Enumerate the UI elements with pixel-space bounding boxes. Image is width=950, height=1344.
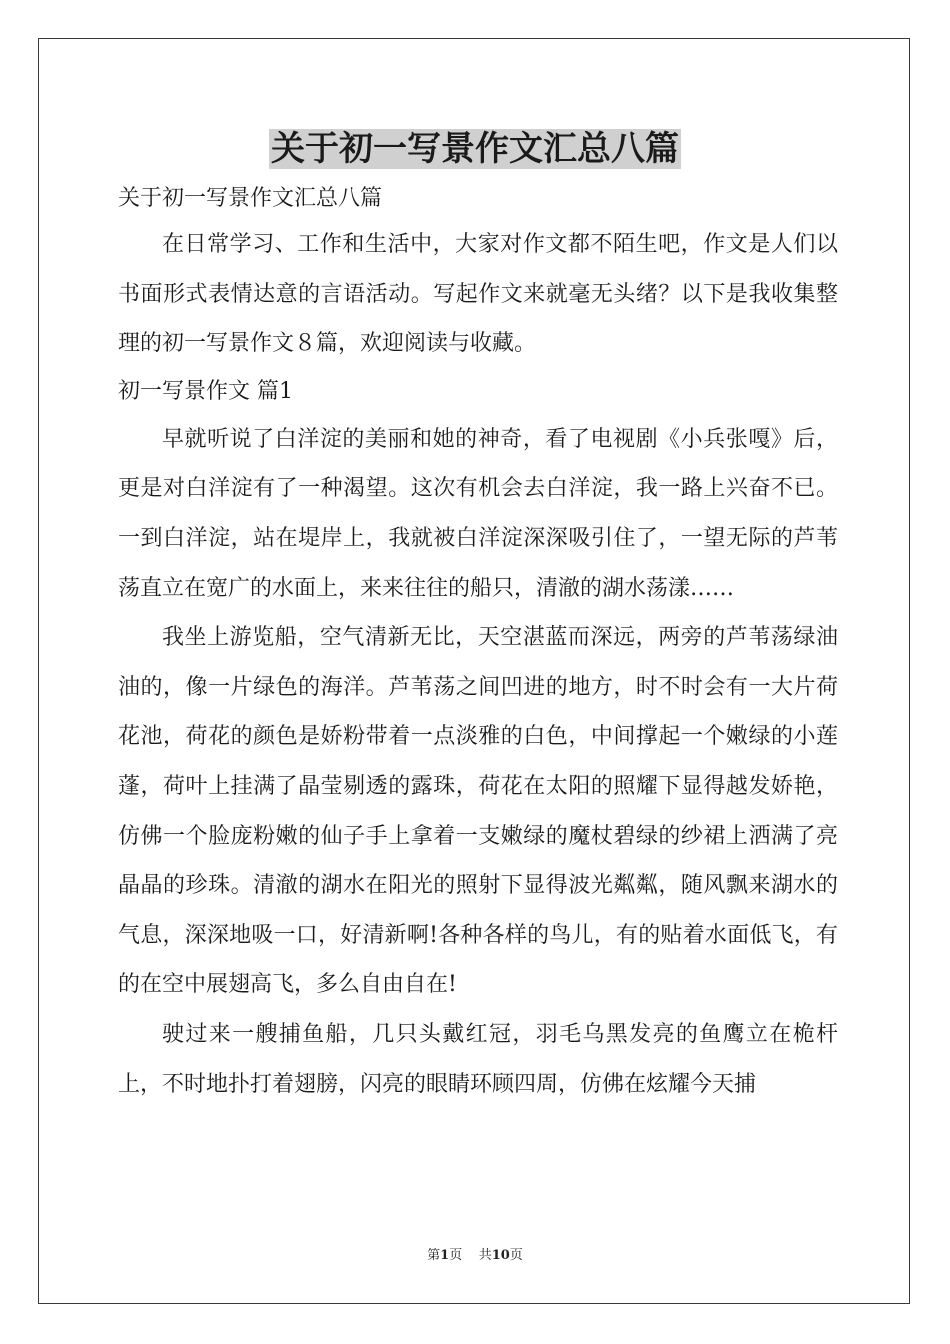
footer-total-prefix: 共 [478, 1248, 492, 1263]
document-body [118, 178, 838, 1109]
document-title [0, 126, 950, 172]
body-paragraph-1: 早就听说了白洋淀的美丽和她的神奇，看了电视剧《小兵张嘎》后，更是对白洋淀有了一种渴望。这次有机会去白洋淀，我一路上兴奋不已。一到白洋淀，站在堤岸上，我就被白洋淀深深吸引住了，一望无际的芦苇荡直立在宽广的水面上，来来往往的船只，清澈的湖水荡漾…… [118, 426, 838, 601]
document-title-text: 关于初一写景作文汇总八篇 [271, 129, 679, 169]
footer-total-pages: 10 [491, 1248, 510, 1263]
body-paragraph-2: 我坐上游览船，空气清新无比，天空湛蓝而深远，两旁的芦苇荡绿油油的，像一片绿色的海洋。芦苇荡之间凹进的地方，时不时会有一大片荷花池，荷花的颜色是娇粉带着一点淡雅的白色，中间撑起一个嫩绿的小莲蓬，荷叶上挂满了晶莹剔透的露珠，荷花在太阳的照耀下显得越发娇艳，仿佛一个脸庞粉嫩的仙子手上拿着一支嫩绿的魔杖碧绿的纱裙上洒满了亮晶晶的珍珠。清澈的湖水在阳光的照射下显得波光粼粼，随风飘来湖水的气息，深深地吸一口，好清新啊!各种各样的鸟儿，有的贴着水面低飞，有的在空中展翅高飞，多么自由自在! [118, 625, 838, 998]
intro-paragraph: 在日常学习、工作和生活中，大家对作文都不陌生吧，作文是人们以书面形式表情达意的言语活动。写起作文来就毫无头绪？以下是我收集整理的初一写景作文８篇，欢迎阅读与收藏。 [118, 232, 838, 357]
body-paragraph-3: 驶过来一艘捕鱼船，几只头戴红冠，羽毛乌黑发亮的鱼鹰立在桅杆上，不时地扑打着翅膀，闪亮的眼睛环顾四周，仿佛在炫耀今天捕 [118, 1021, 838, 1097]
section-heading: 初一写景作文 篇1 [118, 378, 293, 404]
footer-current-page: 1 [440, 1248, 450, 1263]
page-number-footer [0, 1246, 950, 1266]
document-subtitle: 关于初一写景作文汇总八篇 [118, 186, 383, 211]
footer-total-suffix: 页 [509, 1248, 523, 1263]
footer-prefix: 第 [427, 1248, 441, 1263]
footer-page-word: 页 [449, 1248, 463, 1263]
